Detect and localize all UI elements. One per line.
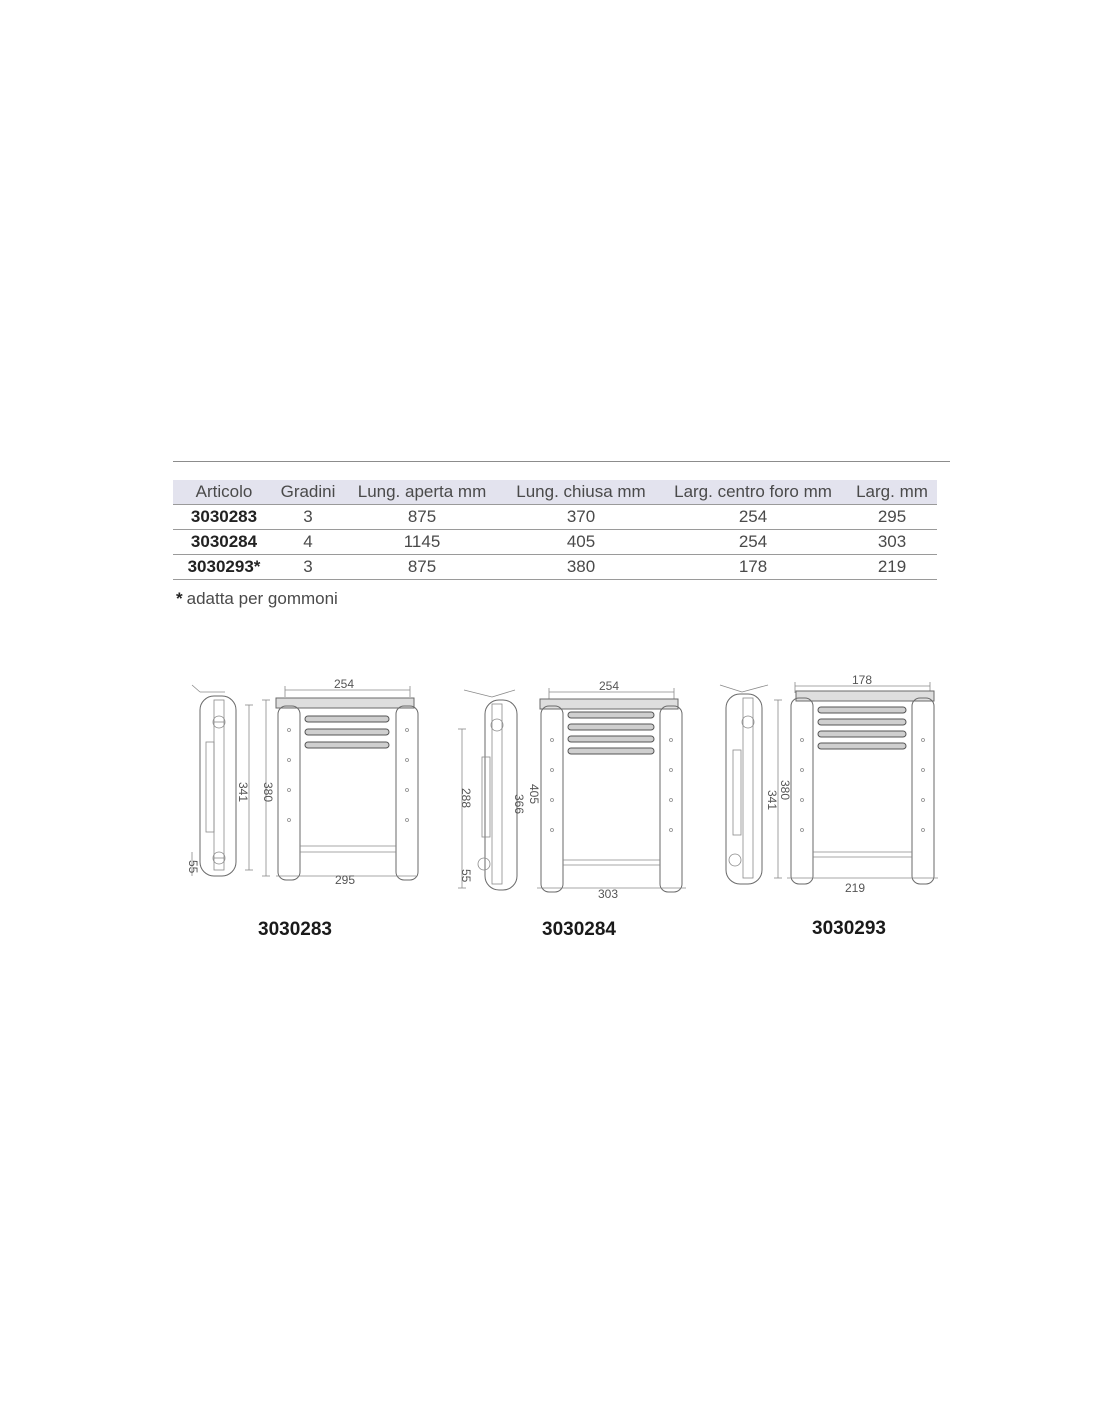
cell-lung-aperta: 875 [341, 505, 503, 530]
cell-larg-centro-foro: 178 [659, 555, 847, 580]
cell-lung-chiusa: 405 [503, 530, 659, 555]
dim-hole-width: 178 [852, 673, 873, 687]
dim-height-a: 405 [527, 784, 541, 805]
col-header-lung-chiusa: Lung. chiusa mm [503, 480, 659, 505]
cell-larg-centro-foro: 254 [659, 530, 847, 555]
cell-lung-aperta: 1145 [341, 530, 503, 555]
side-view [186, 685, 253, 876]
col-header-articolo: Articolo [173, 480, 275, 505]
cell-gradini: 3 [275, 555, 341, 580]
model-label: 3030293 [812, 918, 886, 939]
model-label: 3030284 [542, 919, 616, 940]
footnote-text: adatta per gommoni [186, 589, 338, 608]
side-view [458, 690, 541, 890]
cell-articolo: 3030283 [173, 505, 275, 530]
cell-lung-chiusa: 380 [503, 555, 659, 580]
dim-offset: 55 [459, 869, 473, 883]
dim-height-a: 380 [778, 780, 792, 801]
cell-gradini: 3 [275, 505, 341, 530]
col-header-larg: Larg. mm [847, 480, 937, 505]
model-label: 3030283 [258, 919, 332, 940]
cell-larg-centro-foro: 254 [659, 505, 847, 530]
cell-larg: 303 [847, 530, 937, 555]
dim-total-width: 295 [335, 873, 356, 887]
cell-gradini: 4 [275, 530, 341, 555]
col-header-gradini: Gradini [275, 480, 341, 505]
dim-hole-width: 254 [599, 679, 620, 693]
drawing-3030293 [720, 673, 938, 939]
cell-articolo: 3030284 [173, 530, 275, 555]
side-view [720, 685, 792, 884]
front-view [787, 673, 938, 895]
front-view [537, 679, 686, 901]
cell-larg: 219 [847, 555, 937, 580]
dim-offset: 55 [186, 860, 200, 874]
drawing-3030284 [458, 679, 686, 940]
col-header-larg-centro-foro: Larg. centro foro mm [659, 480, 847, 505]
dim-total-width: 219 [845, 881, 866, 895]
dim-height-b: 341 [765, 790, 779, 811]
cell-lung-aperta: 875 [341, 555, 503, 580]
cell-larg: 295 [847, 505, 937, 530]
cell-lung-chiusa: 370 [503, 505, 659, 530]
dim-hole-width: 254 [334, 677, 355, 691]
dim-height-b: 341 [236, 782, 250, 803]
dim-height-b: 366 [512, 794, 526, 815]
front-view [261, 677, 418, 887]
dim-total-width: 303 [598, 887, 619, 901]
dim-height-c: 288 [459, 788, 473, 809]
col-header-lung-aperta: Lung. aperta mm [341, 480, 503, 505]
drawing-3030283 [186, 677, 418, 940]
footnote-asterisk: * [176, 589, 183, 608]
cell-articolo: 3030293* [173, 555, 275, 580]
dim-height-a: 380 [261, 782, 275, 803]
